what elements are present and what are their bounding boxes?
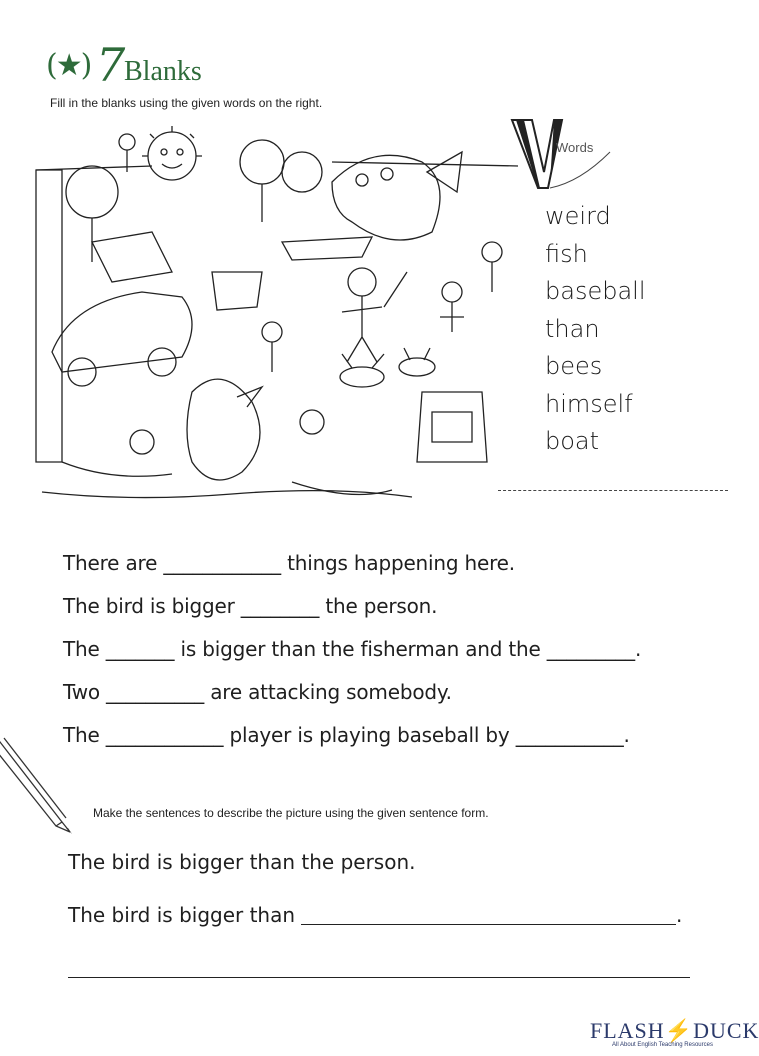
baseball-player-drawing bbox=[348, 268, 376, 296]
sun-drawing bbox=[148, 132, 196, 180]
sentence-item: The _______ is bigger than the fisherman and the _________. bbox=[63, 637, 642, 661]
brand-name bbox=[590, 1018, 759, 1044]
car-drawing bbox=[52, 292, 192, 372]
word-item: fish bbox=[545, 239, 588, 268]
words-label: Words bbox=[556, 140, 594, 155]
bee-drawing bbox=[340, 367, 384, 387]
scene-illustration bbox=[32, 122, 522, 532]
instruction-text: Fill in the blanks using the given words on the right. bbox=[50, 96, 323, 110]
bird-drawing bbox=[187, 379, 260, 480]
example-sentence: The bird is bigger than the person. bbox=[68, 850, 416, 874]
word-item: himself bbox=[545, 389, 633, 418]
sentence-prompt bbox=[68, 903, 682, 927]
fill-in-sentences bbox=[63, 542, 641, 757]
word-item: baseball bbox=[545, 277, 646, 305]
sentence-item: The ____________ player is playing baseball by ___________. bbox=[63, 723, 630, 747]
star-icon: (★) bbox=[46, 48, 91, 83]
sentence-item: Two __________ are attacking somebody. bbox=[63, 680, 452, 704]
prompt-text: The bird is bigger than bbox=[68, 903, 296, 927]
word-item: boat bbox=[545, 427, 600, 455]
word-item: than bbox=[545, 314, 600, 343]
dashed-divider bbox=[498, 490, 728, 491]
word-item: bees bbox=[545, 352, 603, 380]
bolt-icon: ⚡ bbox=[664, 1018, 694, 1043]
part2-instruction: Make the sentences to describe the picture using the given sentence form. bbox=[93, 806, 489, 820]
sentence-item: There are ____________ things happening here. bbox=[63, 551, 515, 575]
prompt-period: . bbox=[676, 903, 683, 927]
pencil-icon bbox=[0, 730, 80, 840]
flashduck-logo bbox=[590, 1018, 759, 1054]
word-bank bbox=[545, 198, 646, 461]
brand-left: FLASH bbox=[590, 1018, 665, 1043]
section-title-text: Blanks bbox=[124, 56, 202, 87]
answer-line[interactable] bbox=[68, 977, 690, 978]
word-item: weird bbox=[545, 202, 611, 230]
answer-blank[interactable] bbox=[301, 924, 676, 925]
sentence-item: The bird is bigger ________ the person. bbox=[63, 594, 438, 618]
section-number: 7 bbox=[96, 38, 126, 92]
boat-drawing bbox=[282, 237, 372, 260]
brand-tagline: All About English Teaching Resources bbox=[612, 1042, 713, 1048]
brand-right: DUCK bbox=[693, 1018, 759, 1043]
